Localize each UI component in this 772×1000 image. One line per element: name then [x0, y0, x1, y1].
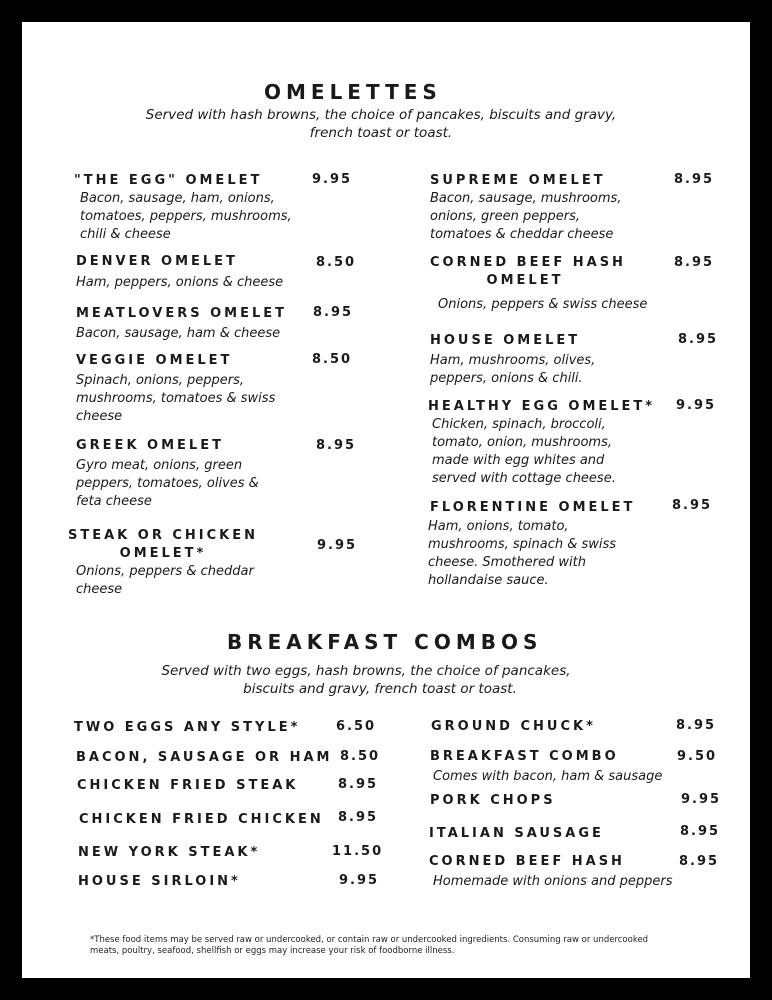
omelettes-heading: OMELETTES	[264, 80, 442, 104]
menu-item-price: 8.50	[312, 352, 353, 367]
menu-item-price: 8.95	[672, 498, 713, 513]
menu-item-price: 8.50	[316, 255, 357, 270]
combo-item-name: BACON, SAUSAGE OR HAM	[76, 750, 333, 765]
omelettes-subtitle-line1: Served with hash browns, the choice of pancakes, biscuits and gravy,	[145, 107, 617, 123]
menu-item-description: Ham, mushrooms, olives, peppers, onions & chili.	[430, 353, 596, 386]
combo-item-price: 9.95	[339, 873, 380, 888]
menu-item-description: Ham, onions, tomato, mushrooms, spinach & swiss cheese. Smothered with hollandaise sauce.	[428, 519, 617, 588]
combo-item-name: NEW YORK STEAK*	[78, 845, 261, 860]
combo-item-name: PORK CHOPS	[430, 793, 556, 808]
menu-item-name: GREEK OMELET	[76, 438, 224, 453]
menu-item-name: "THE EGG" OMELET	[74, 173, 263, 188]
menu-item-price: 8.95	[678, 332, 719, 347]
menu-item-price: 8.95	[316, 438, 357, 453]
combo-item-description: Comes with bacon, ham & sausage	[433, 769, 663, 784]
menu-item-description: Onions, peppers & swiss cheese	[438, 297, 648, 312]
combo-item-price: 11.50	[332, 844, 384, 859]
allergy-footnote: *These food items may be served raw or undercooked, or contain raw or undercooked ingredients. Consuming raw or undercooked meats, poultry, seafood, shellfish or eggs may increase your risk of foodborne illness.	[90, 935, 649, 956]
combo-item-name: BREAKFAST COMBO	[430, 749, 619, 764]
menu-item-description: Ham, peppers, onions & cheese	[76, 275, 284, 290]
menu-item-name: CORNED BEEF HASH OMELET	[430, 255, 626, 288]
menu-item-name: STEAK OR CHICKEN OMELET*	[68, 528, 258, 561]
menu-item-description: Gyro meat, onions, green peppers, tomatoes, olives & feta cheese	[76, 458, 259, 509]
menu-item-name: MEATLOVERS OMELET	[76, 306, 287, 321]
menu-item-description: Bacon, sausage, ham, onions, tomatoes, peppers, mushrooms, chili & cheese	[80, 191, 292, 242]
menu-item-name: HEALTHY EGG OMELET*	[428, 399, 656, 414]
menu-item-description: Bacon, sausage, mushrooms, onions, green peppers, tomatoes & cheddar cheese	[430, 191, 622, 242]
combo-item-price: 8.50	[340, 749, 381, 764]
menu-item-name: HOUSE OMELET	[430, 333, 581, 348]
combo-item-price: 8.95	[676, 718, 717, 733]
combo-item-price: 9.95	[681, 792, 722, 807]
menu-item-price: 8.95	[313, 305, 354, 320]
combo-item-name: HOUSE SIRLOIN*	[78, 874, 241, 889]
menu-item-name: DENVER OMELET	[76, 254, 238, 269]
menu-item-price: 8.95	[674, 172, 715, 187]
menu-item-price: 9.95	[317, 538, 358, 553]
menu-item-price: 9.95	[312, 172, 353, 187]
menu-item-price: 9.95	[676, 398, 717, 413]
omelettes-subtitle-line2: french toast or toast.	[309, 125, 453, 141]
combos-heading: BREAKFAST COMBOS	[227, 630, 543, 654]
combo-item-price: 8.95	[679, 854, 720, 869]
menu-item-name: SUPREME OMELET	[430, 173, 606, 188]
combos-subtitle-line2: biscuits and gravy, french toast or toast.	[243, 681, 517, 697]
combo-item-price: 6.50	[336, 719, 377, 734]
menu-item-description: Bacon, sausage, ham & cheese	[76, 326, 281, 341]
combo-item-name: GROUND CHUCK*	[431, 719, 596, 734]
combo-item-name: CHICKEN FRIED CHICKEN	[79, 812, 324, 827]
menu-item-description: Spinach, onions, peppers, mushrooms, tomatoes & swiss cheese	[76, 373, 276, 424]
combo-item-description: Homemade with onions and peppers	[433, 874, 673, 889]
combo-item-price: 8.95	[338, 777, 379, 792]
combo-item-price: 8.95	[338, 810, 379, 825]
menu-item-description: Onions, peppers & cheddar cheese	[76, 564, 254, 597]
combo-item-name: ITALIAN SAUSAGE	[429, 826, 604, 841]
combo-item-price: 9.50	[677, 749, 718, 764]
menu-item-name: FLORENTINE OMELET	[430, 500, 636, 515]
menu-item-name: VEGGIE OMELET	[76, 353, 233, 368]
combos-subtitle-line1: Served with two eggs, hash browns, the choice of pancakes,	[161, 663, 571, 679]
menu-item-description: Chicken, spinach, broccoli, tomato, onion, mushrooms, made with egg whites and served with cottage cheese.	[432, 417, 616, 486]
menu-page	[22, 22, 750, 978]
menu-item-price: 8.95	[674, 255, 715, 270]
combo-item-name: CHICKEN FRIED STEAK	[77, 778, 299, 793]
combo-item-price: 8.95	[680, 824, 721, 839]
combo-item-name: CORNED BEEF HASH	[429, 854, 625, 869]
combo-item-name: TWO EGGS ANY STYLE*	[74, 720, 301, 735]
